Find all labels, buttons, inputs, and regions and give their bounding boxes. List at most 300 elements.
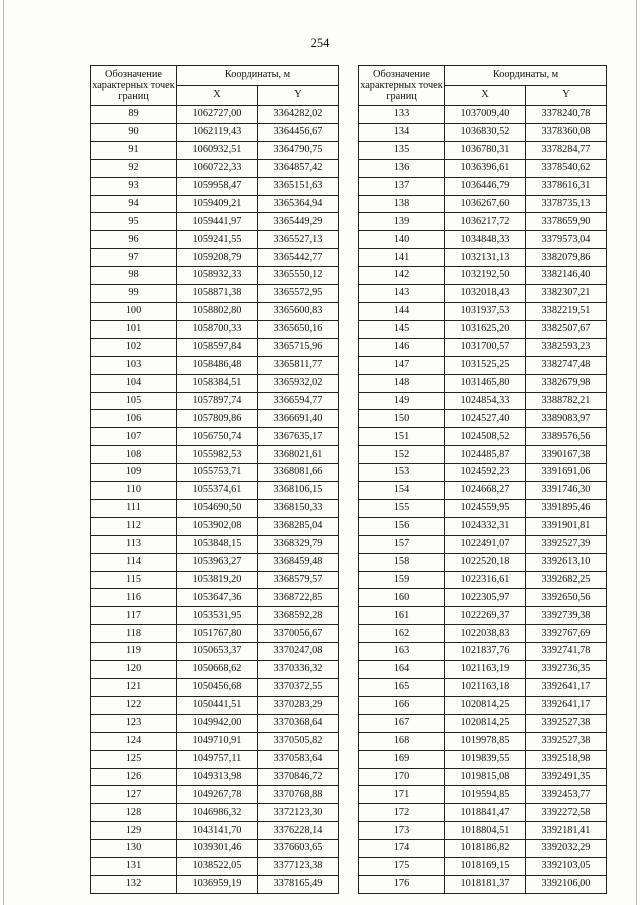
x-coordinate-cell: 1049267,78: [177, 786, 258, 804]
point-id-cell: 105: [91, 392, 177, 410]
point-id-cell: 154: [359, 482, 445, 500]
x-coordinate-cell: 1022305,97: [445, 589, 526, 607]
x-coordinate-cell: 1053531,95: [177, 607, 258, 625]
table-row: [91, 804, 339, 822]
point-id-cell: 172: [359, 804, 445, 822]
table-row: [91, 356, 339, 374]
x-coordinate-cell: 1021163,18: [445, 679, 526, 697]
point-id-cell: 89: [91, 106, 177, 124]
table-row: [91, 302, 339, 320]
table-row: [91, 464, 339, 482]
point-id-cell: 95: [91, 213, 177, 231]
x-coordinate-cell: 1022520,18: [445, 553, 526, 571]
y-coordinate-cell: 3378360,08: [526, 123, 607, 141]
point-id-cell: 103: [91, 356, 177, 374]
table-row: [91, 750, 339, 768]
table-row: [359, 285, 607, 303]
y-coordinate-cell: 3366594,77: [258, 392, 339, 410]
y-coordinate-cell: 3365932,02: [258, 374, 339, 392]
y-coordinate-cell: 3364790,75: [258, 141, 339, 159]
y-coordinate-cell: 3378659,90: [526, 213, 607, 231]
table-row: [91, 213, 339, 231]
y-coordinate-cell: 3365572,95: [258, 285, 339, 303]
x-coordinate-cell: 1024592,23: [445, 464, 526, 482]
x-coordinate-cell: 1031625,20: [445, 320, 526, 338]
table-row: [359, 786, 607, 804]
point-id-cell: 127: [91, 786, 177, 804]
point-id-cell: 133: [359, 106, 445, 124]
y-coordinate-cell: 3365151,63: [258, 177, 339, 195]
y-coordinate-cell: 3368592,28: [258, 607, 339, 625]
y-coordinate-cell: 3378616,31: [526, 177, 607, 195]
x-coordinate-cell: 1049757,11: [177, 750, 258, 768]
x-coordinate-cell: 1058802,80: [177, 302, 258, 320]
point-id-cell: 149: [359, 392, 445, 410]
y-coordinate-cell: 3392453,77: [526, 786, 607, 804]
table-row: [91, 643, 339, 661]
point-id-cell: 162: [359, 625, 445, 643]
y-coordinate-cell: 3392518,98: [526, 750, 607, 768]
point-id-cell: 157: [359, 535, 445, 553]
y-coordinate-cell: 3365527,13: [258, 231, 339, 249]
table-row: [359, 679, 607, 697]
y-coordinate-cell: 3392650,56: [526, 589, 607, 607]
y-coordinate-cell: 3392106,00: [526, 875, 607, 893]
point-id-cell: 136: [359, 159, 445, 177]
y-coordinate-cell: 3382747,48: [526, 356, 607, 374]
y-coordinate-cell: 3365550,12: [258, 267, 339, 285]
table-row: [91, 177, 339, 195]
table-row: [359, 571, 607, 589]
x-coordinate-cell: 1022038,83: [445, 625, 526, 643]
table-row: [91, 607, 339, 625]
point-id-cell: 135: [359, 141, 445, 159]
point-id-cell: 130: [91, 840, 177, 858]
y-coordinate-cell: 3366691,40: [258, 410, 339, 428]
x-coordinate-cell: 1058871,38: [177, 285, 258, 303]
x-coordinate-cell: 1022269,37: [445, 607, 526, 625]
x-coordinate-cell: 1038522,05: [177, 858, 258, 876]
y-coordinate-cell: 3378540,62: [526, 159, 607, 177]
table-row: [91, 696, 339, 714]
x-coordinate-cell: 1018181,37: [445, 875, 526, 893]
table-row: [359, 446, 607, 464]
y-coordinate-cell: 3365811,77: [258, 356, 339, 374]
y-coordinate-cell: 3368329,79: [258, 535, 339, 553]
point-id-cell: 175: [359, 858, 445, 876]
x-coordinate-cell: 1039301,46: [177, 840, 258, 858]
point-id-cell: 112: [91, 517, 177, 535]
x-coordinate-cell: 1058700,33: [177, 320, 258, 338]
coordinates-table-body: [359, 106, 607, 894]
x-column-header: X: [445, 86, 526, 106]
table-row: [91, 428, 339, 446]
table-row: [359, 338, 607, 356]
x-coordinate-cell: 1020814,25: [445, 696, 526, 714]
table-row: [359, 410, 607, 428]
y-column-header: Y: [526, 86, 607, 106]
table-row: [359, 750, 607, 768]
table-row: [91, 589, 339, 607]
point-id-cell: 108: [91, 446, 177, 464]
point-id-cell: 174: [359, 840, 445, 858]
y-coordinate-cell: 3382593,23: [526, 338, 607, 356]
point-id-cell: 97: [91, 249, 177, 267]
x-coordinate-cell: 1050456,68: [177, 679, 258, 697]
table-row: [91, 123, 339, 141]
point-id-cell: 167: [359, 714, 445, 732]
y-coordinate-cell: 3382079,86: [526, 249, 607, 267]
point-id-cell: 111: [91, 499, 177, 517]
point-id-cell: 117: [91, 607, 177, 625]
y-coordinate-cell: 3365600,83: [258, 302, 339, 320]
x-coordinate-cell: 1055374,61: [177, 482, 258, 500]
y-coordinate-cell: 3392736,35: [526, 661, 607, 679]
point-id-cell: 161: [359, 607, 445, 625]
y-coordinate-cell: 3382679,98: [526, 374, 607, 392]
point-id-cell: 107: [91, 428, 177, 446]
x-coordinate-cell: 1049313,98: [177, 768, 258, 786]
x-coordinate-cell: 1022491,07: [445, 535, 526, 553]
x-coordinate-cell: 1036959,19: [177, 875, 258, 893]
x-coordinate-cell: 1036780,31: [445, 141, 526, 159]
x-coordinate-cell: 1037009,40: [445, 106, 526, 124]
point-id-cell: 102: [91, 338, 177, 356]
y-coordinate-cell: 3370056,67: [258, 625, 339, 643]
table-row: [359, 320, 607, 338]
table-row: [91, 231, 339, 249]
point-id-cell: 173: [359, 822, 445, 840]
table-row: [91, 285, 339, 303]
y-coordinate-cell: 3368579,57: [258, 571, 339, 589]
point-id-cell: 94: [91, 195, 177, 213]
table-row: [91, 625, 339, 643]
y-column-header: Y: [258, 86, 339, 106]
table-row: [91, 768, 339, 786]
y-coordinate-cell: 3365364,94: [258, 195, 339, 213]
x-coordinate-cell: 1059441,97: [177, 213, 258, 231]
table-row: [359, 482, 607, 500]
point-id-cell: 118: [91, 625, 177, 643]
point-id-cell: 147: [359, 356, 445, 374]
y-coordinate-cell: 3392032,29: [526, 840, 607, 858]
table-row: [91, 661, 339, 679]
x-coordinate-cell: 1036267,60: [445, 195, 526, 213]
y-coordinate-cell: 3392103,05: [526, 858, 607, 876]
x-coordinate-cell: 1021163,19: [445, 661, 526, 679]
table-row: [91, 374, 339, 392]
table-row: [359, 840, 607, 858]
point-id-cell: 90: [91, 123, 177, 141]
point-id-cell: 139: [359, 213, 445, 231]
table-row: [91, 338, 339, 356]
y-coordinate-cell: 3378165,49: [258, 875, 339, 893]
y-coordinate-cell: 3364282,02: [258, 106, 339, 124]
x-coordinate-cell: 1024854,33: [445, 392, 526, 410]
x-coordinate-cell: 1024559,95: [445, 499, 526, 517]
point-id-cell: 104: [91, 374, 177, 392]
y-coordinate-cell: 3388782,21: [526, 392, 607, 410]
x-coordinate-cell: 1019978,85: [445, 732, 526, 750]
point-id-cell: 91: [91, 141, 177, 159]
point-id-cell: 113: [91, 535, 177, 553]
y-coordinate-cell: 3392767,69: [526, 625, 607, 643]
y-coordinate-cell: 3365650,16: [258, 320, 339, 338]
x-coordinate-cell: 1021837,76: [445, 643, 526, 661]
point-id-cell: 98: [91, 267, 177, 285]
point-id-cell: 125: [91, 750, 177, 768]
x-coordinate-cell: 1057809,86: [177, 410, 258, 428]
x-coordinate-cell: 1020814,25: [445, 714, 526, 732]
table-row: [91, 535, 339, 553]
table-row: [359, 267, 607, 285]
point-id-cell: 151: [359, 428, 445, 446]
table-row: [91, 571, 339, 589]
table-row: [359, 106, 607, 124]
point-id-cell: 164: [359, 661, 445, 679]
x-coordinate-cell: 1059409,21: [177, 195, 258, 213]
point-id-cell: 122: [91, 696, 177, 714]
table-row: [359, 499, 607, 517]
coordinates-table-right: [358, 65, 607, 894]
y-coordinate-cell: 3392739,38: [526, 607, 607, 625]
point-id-cell: 155: [359, 499, 445, 517]
y-coordinate-cell: 3391691,06: [526, 464, 607, 482]
table-row: [91, 267, 339, 285]
point-id-cell: 138: [359, 195, 445, 213]
y-coordinate-cell: 3392491,35: [526, 768, 607, 786]
point-id-cell: 165: [359, 679, 445, 697]
y-coordinate-cell: 3392181,41: [526, 822, 607, 840]
table-row: [91, 195, 339, 213]
y-coordinate-cell: 3367635,17: [258, 428, 339, 446]
scan-left-edge: [3, 0, 4, 905]
y-coordinate-cell: 3370247,08: [258, 643, 339, 661]
table-row: [91, 517, 339, 535]
y-coordinate-cell: 3364857,42: [258, 159, 339, 177]
x-coordinate-cell: 1050668,62: [177, 661, 258, 679]
table-row: [359, 249, 607, 267]
x-coordinate-cell: 1049710,91: [177, 732, 258, 750]
table-row: [91, 320, 339, 338]
table-row: [359, 356, 607, 374]
y-coordinate-cell: 3392527,38: [526, 714, 607, 732]
y-coordinate-cell: 3365442,77: [258, 249, 339, 267]
table-row: [359, 732, 607, 750]
y-coordinate-cell: 3368081,66: [258, 464, 339, 482]
y-coordinate-cell: 3391901,81: [526, 517, 607, 535]
table-row: [91, 553, 339, 571]
table-row: [359, 822, 607, 840]
y-coordinate-cell: 3368722,85: [258, 589, 339, 607]
x-coordinate-cell: 1053848,15: [177, 535, 258, 553]
point-id-cell: 116: [91, 589, 177, 607]
x-coordinate-cell: 1051767,80: [177, 625, 258, 643]
x-coordinate-cell: 1049942,00: [177, 714, 258, 732]
y-coordinate-cell: 3382507,67: [526, 320, 607, 338]
point-id-cell: 145: [359, 320, 445, 338]
x-coordinate-cell: 1058384,51: [177, 374, 258, 392]
y-coordinate-cell: 3382307,21: [526, 285, 607, 303]
y-coordinate-cell: 3368150,33: [258, 499, 339, 517]
y-coordinate-cell: 3392641,17: [526, 679, 607, 697]
point-id-cell: 120: [91, 661, 177, 679]
point-id-cell: 110: [91, 482, 177, 500]
y-coordinate-cell: 3370846,72: [258, 768, 339, 786]
point-id-cell: 106: [91, 410, 177, 428]
point-id-cell: 101: [91, 320, 177, 338]
table-row: [91, 679, 339, 697]
table-row: [359, 195, 607, 213]
point-id-cell: 140: [359, 231, 445, 249]
point-id-cell: 146: [359, 338, 445, 356]
y-coordinate-cell: 3378735,13: [526, 195, 607, 213]
point-id-cell: 163: [359, 643, 445, 661]
point-id-cell: 159: [359, 571, 445, 589]
x-coordinate-cell: 1024527,40: [445, 410, 526, 428]
y-coordinate-cell: 3368459,48: [258, 553, 339, 571]
y-coordinate-cell: 3391746,30: [526, 482, 607, 500]
table-row: [91, 410, 339, 428]
y-coordinate-cell: 3372123,30: [258, 804, 339, 822]
point-id-cell: 121: [91, 679, 177, 697]
y-coordinate-cell: 3392272,58: [526, 804, 607, 822]
y-coordinate-cell: 3392613,10: [526, 553, 607, 571]
x-coordinate-cell: 1022316,61: [445, 571, 526, 589]
x-coordinate-cell: 1059958,47: [177, 177, 258, 195]
y-coordinate-cell: 3370768,88: [258, 786, 339, 804]
table-row: [359, 858, 607, 876]
table-row: [359, 714, 607, 732]
x-coordinate-cell: 1031525,25: [445, 356, 526, 374]
x-coordinate-cell: 1031700,57: [445, 338, 526, 356]
table-row: [359, 517, 607, 535]
point-id-cell: 160: [359, 589, 445, 607]
x-coordinate-cell: 1055982,53: [177, 446, 258, 464]
x-coordinate-cell: 1043141,70: [177, 822, 258, 840]
point-id-cell: 115: [91, 571, 177, 589]
point-id-cell: 156: [359, 517, 445, 535]
y-coordinate-cell: 3370368,64: [258, 714, 339, 732]
y-coordinate-cell: 3377123,38: [258, 858, 339, 876]
table-row: [359, 661, 607, 679]
x-coordinate-cell: 1054690,50: [177, 499, 258, 517]
coordinates-header: Координаты, м: [445, 66, 607, 86]
point-id-cell: 168: [359, 732, 445, 750]
x-coordinate-cell: 1031465,80: [445, 374, 526, 392]
x-coordinate-cell: 1050441,51: [177, 696, 258, 714]
y-coordinate-cell: 3392682,25: [526, 571, 607, 589]
point-id-cell: 143: [359, 285, 445, 303]
point-id-cell: 119: [91, 643, 177, 661]
table-row: [91, 822, 339, 840]
table-row: [91, 106, 339, 124]
x-coordinate-cell: 1059208,79: [177, 249, 258, 267]
y-coordinate-cell: 3392641,17: [526, 696, 607, 714]
y-coordinate-cell: 3370583,64: [258, 750, 339, 768]
point-id-cell: 176: [359, 875, 445, 893]
x-coordinate-cell: 1046986,32: [177, 804, 258, 822]
point-id-cell: 152: [359, 446, 445, 464]
table-row: [359, 213, 607, 231]
point-id-cell: 137: [359, 177, 445, 195]
point-column-header: Обозначение характерных точек границ: [91, 66, 177, 106]
table-row: [359, 464, 607, 482]
point-id-cell: 150: [359, 410, 445, 428]
x-coordinate-cell: 1036830,52: [445, 123, 526, 141]
y-coordinate-cell: 3370505,82: [258, 732, 339, 750]
x-coordinate-cell: 1019839,55: [445, 750, 526, 768]
scan-right-edge: [636, 0, 637, 905]
point-id-cell: 126: [91, 768, 177, 786]
x-coordinate-cell: 1036396,61: [445, 159, 526, 177]
point-id-cell: 100: [91, 302, 177, 320]
point-id-cell: 153: [359, 464, 445, 482]
point-id-cell: 109: [91, 464, 177, 482]
point-id-cell: 92: [91, 159, 177, 177]
y-coordinate-cell: 3389576,56: [526, 428, 607, 446]
x-coordinate-cell: 1018169,15: [445, 858, 526, 876]
point-id-cell: 158: [359, 553, 445, 571]
point-id-cell: 114: [91, 553, 177, 571]
table-row: [359, 374, 607, 392]
point-id-cell: 132: [91, 875, 177, 893]
table-row: [359, 231, 607, 249]
x-coordinate-cell: 1032192,50: [445, 267, 526, 285]
x-coordinate-cell: 1019815,08: [445, 768, 526, 786]
table-row: [91, 499, 339, 517]
table-row: [91, 714, 339, 732]
x-coordinate-cell: 1024668,27: [445, 482, 526, 500]
point-id-cell: 134: [359, 123, 445, 141]
y-coordinate-cell: 3364456,67: [258, 123, 339, 141]
x-column-header: X: [177, 86, 258, 106]
table-row: [359, 141, 607, 159]
y-coordinate-cell: 3382219,51: [526, 302, 607, 320]
y-coordinate-cell: 3392741,78: [526, 643, 607, 661]
table-row: [359, 392, 607, 410]
x-coordinate-cell: 1036217,72: [445, 213, 526, 231]
table-row: [359, 625, 607, 643]
point-column-header: Обозначение характерных точек границ: [359, 66, 445, 106]
x-coordinate-cell: 1053647,36: [177, 589, 258, 607]
y-coordinate-cell: 3370336,32: [258, 661, 339, 679]
x-coordinate-cell: 1019594,85: [445, 786, 526, 804]
y-coordinate-cell: 3368106,15: [258, 482, 339, 500]
x-coordinate-cell: 1018186,82: [445, 840, 526, 858]
y-coordinate-cell: 3376228,14: [258, 822, 339, 840]
table-row: [91, 249, 339, 267]
table-row: [359, 302, 607, 320]
table-row: [359, 875, 607, 893]
y-coordinate-cell: 3368021,61: [258, 446, 339, 464]
x-coordinate-cell: 1053819,20: [177, 571, 258, 589]
table-row: [359, 177, 607, 195]
x-coordinate-cell: 1062727,00: [177, 106, 258, 124]
x-coordinate-cell: 1058597,84: [177, 338, 258, 356]
x-coordinate-cell: 1059241,55: [177, 231, 258, 249]
point-id-cell: 99: [91, 285, 177, 303]
table-row: [91, 875, 339, 893]
x-coordinate-cell: 1053902,08: [177, 517, 258, 535]
table-row: [359, 159, 607, 177]
table-row: [359, 553, 607, 571]
point-id-cell: 166: [359, 696, 445, 714]
x-coordinate-cell: 1057897,74: [177, 392, 258, 410]
table-row: [359, 607, 607, 625]
point-id-cell: 123: [91, 714, 177, 732]
y-coordinate-cell: 3368285,04: [258, 517, 339, 535]
